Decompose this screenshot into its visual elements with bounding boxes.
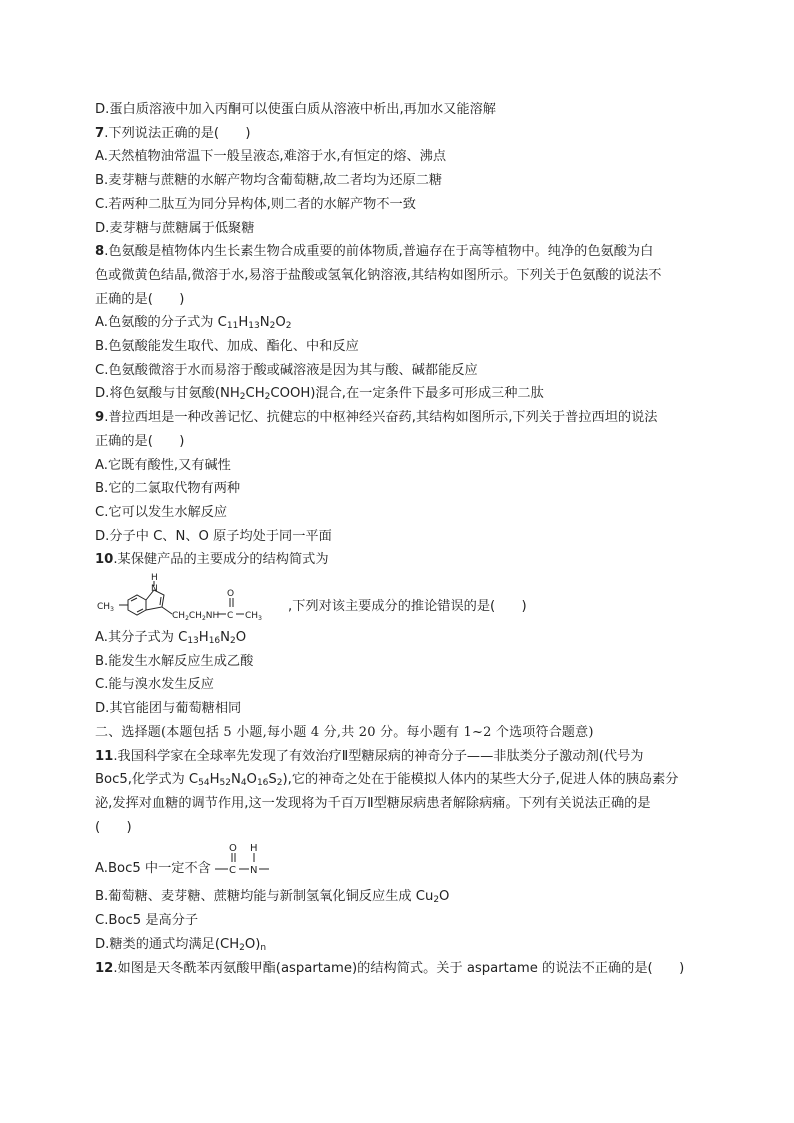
q8-stem-line2: 色或微黄色结晶,微溶于水,易溶于盐酸或氢氧化钠溶液,其结构如图所示。下列关于色氨酸的说法不 bbox=[95, 267, 662, 283]
q11-s: S bbox=[268, 772, 277, 788]
q8-d-pre: D.将色氨酸与甘氨酸(NH bbox=[95, 386, 240, 402]
q9-option-b: B.它的二氯取代物有两种 bbox=[95, 481, 241, 497]
q9-stem-text1: .普拉西坦是一种改善记忆、抗健忘的中枢神经兴奋药,其结构如图所示,下列关于普拉西坦的说法 bbox=[104, 410, 658, 426]
q7-stem bbox=[95, 122, 715, 146]
q8-d-mid: CH bbox=[245, 386, 265, 402]
q8-d-post: COOH)混合,在一定条件下最多可形成三种二肽 bbox=[270, 386, 544, 402]
q8-option-a bbox=[95, 311, 715, 335]
q11-option-c: C.Boc5 是高分子 bbox=[95, 913, 199, 929]
q11-stem-line4: ( ) bbox=[95, 819, 132, 835]
q10-stem-text: .某保健产品的主要成分的结构简式为 bbox=[113, 552, 329, 568]
q11-stem-text1: .我国科学家在全球率先发现了有效治疗Ⅱ型糖尿病的神奇分子——非肽类分子激动剂(代号为 bbox=[113, 748, 644, 764]
frag-c-label: C bbox=[229, 865, 236, 877]
q8-a-sub4: 2 bbox=[285, 321, 292, 332]
q10-a-n: N bbox=[220, 630, 231, 646]
q10-number: 10 bbox=[95, 552, 114, 568]
q11-stem-line3: 泌,发挥对血糖的调节作用,这一发现将为千百万Ⅱ型糖尿病患者解除病痛。下列有关说法正确的是 bbox=[95, 795, 651, 811]
q11-sub1: 54 bbox=[198, 778, 210, 789]
q11-b-post: O bbox=[439, 889, 450, 905]
q11-d-sub2: n bbox=[260, 942, 267, 953]
q11-d-pre: D.糖类的通式均满足(CH bbox=[95, 936, 240, 952]
q11-a-text: A.Boc5 中一定不含 bbox=[95, 861, 211, 877]
q10-stem bbox=[95, 548, 715, 572]
q11-stem2-post: ),它的神奇之处在于能模拟人体内的某些大分子,促进人体的胰岛素分 bbox=[282, 772, 679, 788]
q10-a-sub3: 2 bbox=[230, 636, 236, 647]
q10-option-c: C.能与溴水发生反应 bbox=[95, 677, 214, 693]
q9-option-c: C.它可以发生水解反应 bbox=[95, 504, 228, 520]
q10-a-h: H bbox=[198, 630, 209, 646]
q11-h: H bbox=[209, 772, 220, 788]
q7-option-b: B.麦芽糖与蔗糖的水解产物均含葡萄糖,故二者均为还原二糖 bbox=[95, 173, 443, 189]
q12-stem-text: .如图是天冬酰苯丙氨酸甲酯(aspartame)的结构简式。关于 aspartame 的说法不正确的是( ) bbox=[113, 960, 685, 976]
q8-option-d bbox=[95, 382, 715, 406]
q11-o: O bbox=[246, 772, 257, 788]
q9-option-d: D.分子中 C、N、O 原子均处于同一平面 bbox=[95, 528, 332, 544]
q6-option-d: D.蛋白质溶液中加入丙酮可以使蛋白质从溶液中析出,再加水又能溶解 bbox=[95, 102, 496, 117]
q7-option-c: C.若两种二肽互为同分异构体,则二者的水解产物不一致 bbox=[95, 196, 416, 212]
q8-a-sub1: 11 bbox=[226, 321, 239, 332]
q8-d-sub2: 2 bbox=[264, 392, 271, 403]
q8-a-sub3: 2 bbox=[269, 321, 276, 332]
ch3-label: $CH_3$ bbox=[97, 602, 114, 614]
q8-option-c: C.色氨酸微溶于水而易溶于酸或碱溶液是因为其与酸、碱都能反应 bbox=[95, 362, 478, 378]
q8-a-o: O bbox=[275, 315, 286, 331]
q7-option-d: D.麦芽糖与蔗糖属于低聚糖 bbox=[95, 220, 255, 236]
q11-sub3: 4 bbox=[240, 778, 247, 789]
amide-fragment-diagram bbox=[213, 839, 273, 885]
q11-stem2-pre: Boc5,化学式为 C bbox=[95, 772, 199, 788]
q8-a-n: N bbox=[259, 315, 270, 331]
carbonyl-c-label: C bbox=[227, 611, 234, 622]
q10-structure-line bbox=[95, 572, 715, 626]
q10-structure-diagram bbox=[95, 572, 287, 626]
q9-option-a: A.它既有酸性,又有碱性 bbox=[95, 457, 231, 473]
q7-stem-text: .下列说法正确的是( ) bbox=[104, 125, 251, 141]
q12-number: 12 bbox=[95, 960, 114, 976]
q11-b-pre: B.葡萄糖、麦芽糖、蔗糖均能与新制氢氧化铜反应生成 Cu bbox=[95, 889, 434, 905]
q10-after-text: ,下列对该主要成分的推论错误的是( ) bbox=[288, 599, 527, 615]
q11-b-sub: 2 bbox=[433, 895, 440, 906]
q8-a-h: H bbox=[238, 315, 249, 331]
q10-a-sub1: 13 bbox=[187, 636, 199, 647]
q11-option-a bbox=[95, 839, 715, 885]
q11-sub4: 16 bbox=[256, 778, 269, 789]
q10-a-sub2: 16 bbox=[208, 636, 221, 647]
q11-d-mid: O) bbox=[244, 936, 261, 952]
chain-label: $CH_2CH_2NH$ bbox=[172, 611, 220, 623]
q10-option-a bbox=[95, 626, 715, 650]
q8-d-sub1: 2 bbox=[239, 392, 246, 403]
q8-option-b: B.色氨酸能发生取代、加成、酯化、中和反应 bbox=[95, 339, 359, 355]
q11-option-d bbox=[95, 933, 715, 957]
q11-option-b bbox=[95, 885, 715, 909]
q9-number: 9 bbox=[95, 410, 105, 426]
q8-a-sub2: 13 bbox=[248, 321, 260, 332]
nh-n-label: N bbox=[151, 584, 158, 595]
q11-sub5: 2 bbox=[276, 778, 283, 789]
q10-a-pre: A.其分子式为 C bbox=[95, 630, 188, 646]
q11-d-sub1: 2 bbox=[239, 942, 245, 953]
q11-stem-line1 bbox=[95, 745, 715, 769]
q12-stem bbox=[95, 957, 715, 981]
frag-n-label: N bbox=[250, 865, 258, 877]
q8-stem-line1 bbox=[95, 240, 715, 264]
q9-stem-line1 bbox=[95, 406, 715, 430]
q8-stem-text1: .色氨酸是植物体内生长素生物合成重要的前体物质,普遍存在于高等植物中。纯净的色氨酸为白 bbox=[104, 244, 654, 260]
q7-number: 7 bbox=[95, 125, 105, 141]
q11-n: N bbox=[230, 772, 241, 788]
frag-o-label: O bbox=[229, 843, 237, 855]
section-2-heading: 二、选择题(本题包括 5 小题,每小题 4 分,共 20 分。每小题有 1~2 个选项符合题意) bbox=[95, 724, 594, 740]
q11-stem-line2 bbox=[95, 768, 715, 792]
q11-sub2: 52 bbox=[219, 778, 231, 789]
q7-option-a: A.天然植物油常温下一般呈液态,难溶于水,有恒定的熔、沸点 bbox=[95, 149, 447, 165]
q8-stem-line3: 正确的是( ) bbox=[95, 291, 185, 307]
question-page bbox=[95, 98, 715, 980]
q10-option-d: D.其官能团与葡萄糖相同 bbox=[95, 701, 242, 717]
nh-h-label: H bbox=[151, 573, 158, 584]
carbonyl-o-label: O bbox=[227, 589, 235, 600]
ch3b-label: $CH_3$ bbox=[245, 611, 262, 623]
frag-h-label: H bbox=[250, 843, 258, 855]
q8-number: 8 bbox=[95, 244, 105, 260]
q8-a-text: A.色氨酸的分子式为 C bbox=[95, 315, 227, 331]
q10-option-b: B.能发生水解反应生成乙酸 bbox=[95, 653, 254, 669]
q9-stem-line2: 正确的是( ) bbox=[95, 433, 185, 449]
q10-a-o: O bbox=[235, 630, 247, 646]
q11-number: 11 bbox=[95, 748, 114, 764]
